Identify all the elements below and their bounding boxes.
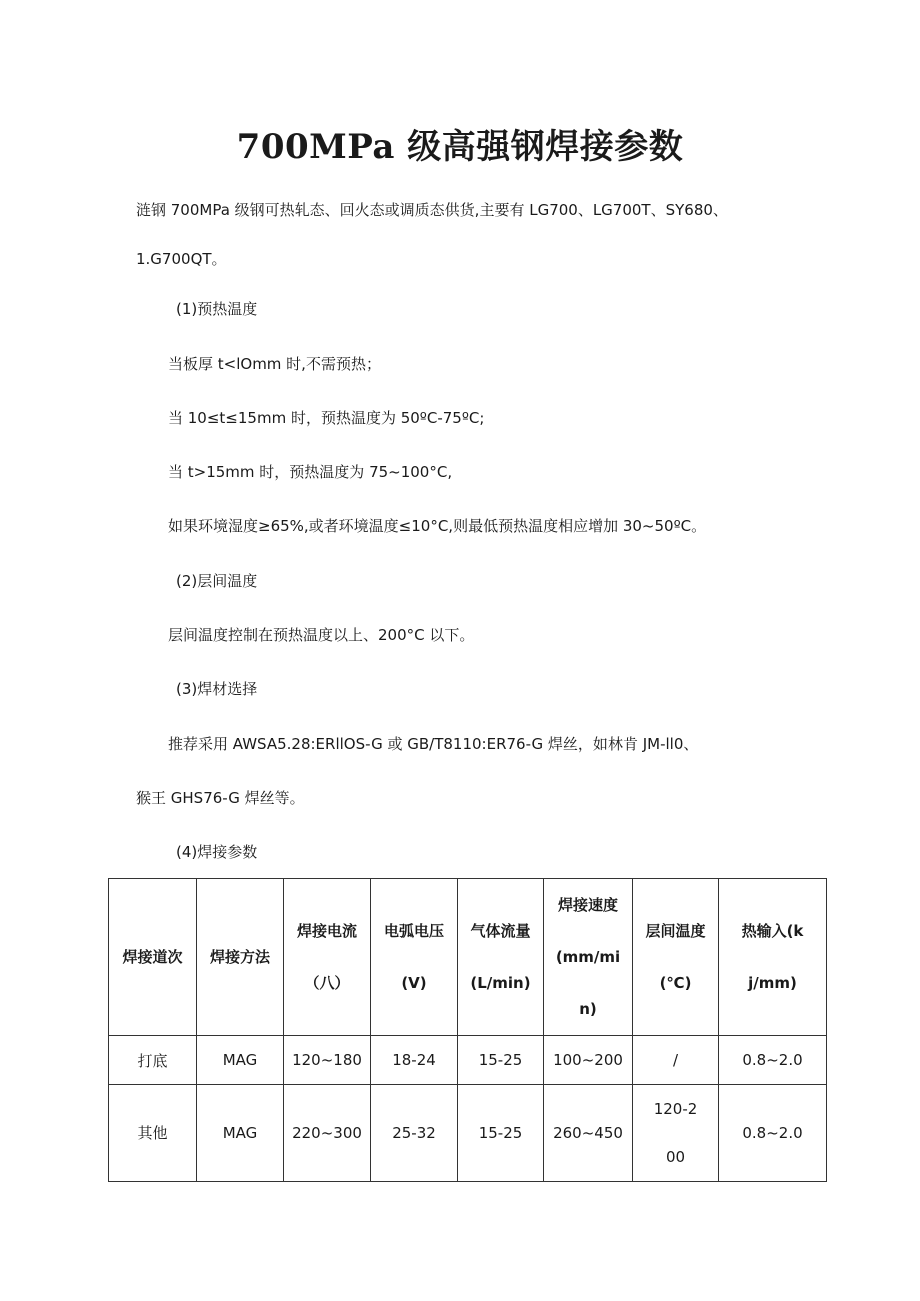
table-row xyxy=(109,1085,827,1182)
table-cell: 260~450 xyxy=(544,1085,633,1182)
table-cell: 15-25 xyxy=(458,1036,544,1085)
table-cell: 120-200 xyxy=(633,1085,719,1182)
table-header: 热输入(kj/mm) xyxy=(719,879,827,1036)
preheat-item: 当板厚 t<lOmm 时,不需预热； xyxy=(168,355,381,373)
table-cell: 0.8~2.0 xyxy=(719,1036,827,1085)
table-row xyxy=(109,1036,827,1085)
table-cell: 18-24 xyxy=(371,1036,458,1085)
section-heading-preheat: (1)预热温度 xyxy=(176,300,258,318)
preheat-item: 当 10≤t≤15mm 时，预热温度为 50ºC-75ºC; xyxy=(168,409,485,427)
document-title: 700MPa 级高强钢焊接参数 xyxy=(236,127,684,167)
table-cell: 打底 xyxy=(109,1036,197,1085)
table-cell: / xyxy=(633,1036,719,1085)
section-heading-consumables: (3)焊材选择 xyxy=(176,680,258,698)
table-cell: 120~180 xyxy=(284,1036,371,1085)
section-heading-params: (4)焊接参数 xyxy=(176,843,258,861)
table-cell: MAG xyxy=(197,1085,284,1182)
consumables-line-2: 猴王 GHS76-G 焊丝等。 xyxy=(136,789,305,807)
table-cell: 0.8~2.0 xyxy=(719,1085,827,1182)
table-cell: 25-32 xyxy=(371,1085,458,1182)
table-header: 气体流量(L/min) xyxy=(458,879,544,1036)
table-cell: 其他 xyxy=(109,1085,197,1182)
table-header: 焊接电流（八） xyxy=(284,879,371,1036)
table-cell: 100~200 xyxy=(544,1036,633,1085)
table-cell: MAG xyxy=(197,1036,284,1085)
section-heading-interpass: (2)层间温度 xyxy=(176,572,258,590)
table-header: 焊接道次 xyxy=(109,879,197,1036)
table-header: 电弧电压(V) xyxy=(371,879,458,1036)
consumables-line-1: 推荐采用 AWSA5.28:ERllOS-G 或 GB/T8110:ER76-G 焊丝，如林肯 JM-ll0、 xyxy=(168,735,699,753)
table-cell: 220~300 xyxy=(284,1085,371,1182)
preheat-item: 如果环境湿度≥65%,或者环境温度≤10°C,则最低预热温度相应增加 30~50ºC。 xyxy=(168,517,707,535)
interpass-text: 层间温度控制在预热温度以上、200°C 以下。 xyxy=(168,626,475,644)
preheat-item: 当 t>15mm 时，预热温度为 75~100°C, xyxy=(168,463,453,481)
intro-line-1: 涟钢 700MPa 级钢可热轧态、回火态或调质态供货,主要有 LG700、LG700T、SY680、 xyxy=(136,201,728,219)
table-cell: 15-25 xyxy=(458,1085,544,1182)
table-header-row xyxy=(109,879,827,1036)
intro-line-2: 1.G700QT。 xyxy=(136,250,227,268)
table-header: 层间温度(℃) xyxy=(633,879,719,1036)
welding-parameters-table xyxy=(108,878,827,1182)
table-header: 焊接速度(mm/min) xyxy=(544,879,633,1036)
table-header: 焊接方法 xyxy=(197,879,284,1036)
